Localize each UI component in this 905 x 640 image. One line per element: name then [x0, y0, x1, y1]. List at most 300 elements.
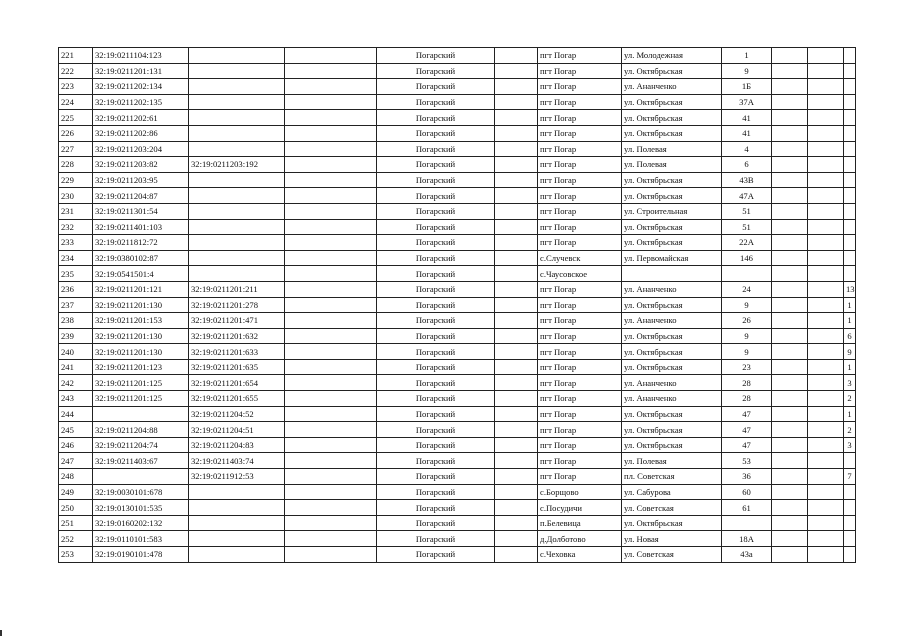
cadastral-number: 32:19:0211203:204	[93, 141, 189, 157]
empty-cell	[808, 453, 844, 469]
settlement-cell: пгт Погар	[538, 63, 622, 79]
empty-cell	[772, 219, 808, 235]
street-cell: ул. Ананченко	[622, 375, 722, 391]
settlement-cell: пгт Погар	[538, 79, 622, 95]
empty-cell	[495, 141, 538, 157]
cadastral-number: 32:19:0211812:72	[93, 235, 189, 251]
table-row	[59, 328, 856, 344]
cadastral-number-2	[189, 484, 285, 500]
house-cell: 47	[722, 422, 772, 438]
empty-cell	[285, 359, 377, 375]
table-row	[59, 531, 856, 547]
empty-cell	[808, 281, 844, 297]
empty-cell	[772, 469, 808, 485]
apartment-cell: 1	[844, 313, 856, 329]
empty-cell	[495, 266, 538, 282]
cadastral-number-2: 32:19:0211201:471	[189, 313, 285, 329]
row-number: 249	[59, 484, 93, 500]
street-cell: ул. Советская	[622, 547, 722, 563]
empty-cell	[495, 500, 538, 516]
registry-table	[58, 47, 856, 563]
house-cell: 43а	[722, 547, 772, 563]
house-cell: 61	[722, 500, 772, 516]
row-number: 248	[59, 469, 93, 485]
empty-cell	[808, 110, 844, 126]
table-row	[59, 79, 856, 95]
empty-cell	[285, 297, 377, 313]
cadastral-number-2	[189, 235, 285, 251]
cadastral-number-2: 32:19:0211204:51	[189, 422, 285, 438]
cadastral-number: 32:19:0211202:135	[93, 94, 189, 110]
row-number: 247	[59, 453, 93, 469]
settlement-cell: пгт Погар	[538, 437, 622, 453]
empty-cell	[495, 484, 538, 500]
district-cell: Погарский	[377, 547, 495, 563]
district-cell: Погарский	[377, 484, 495, 500]
row-number: 224	[59, 94, 93, 110]
empty-cell	[772, 484, 808, 500]
table-row	[59, 547, 856, 563]
row-number: 252	[59, 531, 93, 547]
empty-cell	[772, 94, 808, 110]
table-row	[59, 235, 856, 251]
empty-cell	[495, 79, 538, 95]
row-number: 231	[59, 203, 93, 219]
empty-cell	[772, 313, 808, 329]
district-cell: Погарский	[377, 406, 495, 422]
cadastral-number-2	[189, 500, 285, 516]
cadastral-number-2	[189, 94, 285, 110]
empty-cell	[808, 391, 844, 407]
house-cell: 28	[722, 391, 772, 407]
table-row	[59, 359, 856, 375]
empty-cell	[285, 203, 377, 219]
empty-cell	[285, 219, 377, 235]
empty-cell	[495, 63, 538, 79]
table-row	[59, 344, 856, 360]
settlement-cell: пгт Погар	[538, 110, 622, 126]
district-cell: Погарский	[377, 125, 495, 141]
district-cell: Погарский	[377, 157, 495, 173]
street-cell: ул. Октябрьская	[622, 422, 722, 438]
empty-cell	[772, 515, 808, 531]
cadastral-number-2	[189, 515, 285, 531]
empty-cell	[285, 437, 377, 453]
settlement-cell: пгт Погар	[538, 453, 622, 469]
district-cell: Погарский	[377, 281, 495, 297]
empty-cell	[495, 406, 538, 422]
street-cell: ул. Новая	[622, 531, 722, 547]
settlement-cell: пгт Погар	[538, 94, 622, 110]
street-cell: ул. Ананченко	[622, 281, 722, 297]
empty-cell	[495, 110, 538, 126]
settlement-cell: пгт Погар	[538, 157, 622, 173]
table-row	[59, 297, 856, 313]
row-number: 241	[59, 359, 93, 375]
apartment-cell: 7	[844, 469, 856, 485]
empty-cell	[808, 531, 844, 547]
row-number: 242	[59, 375, 93, 391]
empty-cell	[495, 203, 538, 219]
cadastral-number-2: 32:19:0211204:83	[189, 437, 285, 453]
house-cell: 26	[722, 313, 772, 329]
empty-cell	[772, 453, 808, 469]
street-cell: ул. Советская	[622, 500, 722, 516]
district-cell: Погарский	[377, 453, 495, 469]
cadastral-number: 32:19:0211201:125	[93, 391, 189, 407]
empty-cell	[495, 157, 538, 173]
apartment-cell	[844, 219, 856, 235]
street-cell: ул. Октябрьская	[622, 344, 722, 360]
empty-cell	[285, 281, 377, 297]
district-cell: Погарский	[377, 110, 495, 126]
empty-cell	[285, 313, 377, 329]
empty-cell	[808, 48, 844, 64]
cadastral-number-2	[189, 531, 285, 547]
empty-cell	[808, 313, 844, 329]
district-cell: Погарский	[377, 94, 495, 110]
house-cell: 4	[722, 141, 772, 157]
street-cell: ул. Октябрьская	[622, 110, 722, 126]
cadastral-number-2	[189, 188, 285, 204]
table-row	[59, 63, 856, 79]
street-cell: ул. Ананченко	[622, 313, 722, 329]
district-cell: Погарский	[377, 188, 495, 204]
cadastral-number-2	[189, 48, 285, 64]
table-row	[59, 172, 856, 188]
cadastral-number-2: 32:19:0211912:53	[189, 469, 285, 485]
house-cell: 9	[722, 344, 772, 360]
empty-cell	[495, 453, 538, 469]
settlement-cell: с.Случевск	[538, 250, 622, 266]
row-number: 243	[59, 391, 93, 407]
cadastral-number-2	[189, 250, 285, 266]
district-cell: Погарский	[377, 203, 495, 219]
empty-cell	[808, 157, 844, 173]
empty-cell	[808, 79, 844, 95]
row-number: 253	[59, 547, 93, 563]
cadastral-number-2	[189, 203, 285, 219]
table-row	[59, 406, 856, 422]
cadastral-number: 32:19:0211403:67	[93, 453, 189, 469]
street-cell: ул. Ананченко	[622, 79, 722, 95]
empty-cell	[808, 484, 844, 500]
apartment-cell	[844, 250, 856, 266]
empty-cell	[808, 63, 844, 79]
empty-cell	[285, 515, 377, 531]
district-cell: Погарский	[377, 375, 495, 391]
house-cell: 18А	[722, 531, 772, 547]
house-cell: 47	[722, 437, 772, 453]
table-row	[59, 203, 856, 219]
house-cell: 47	[722, 406, 772, 422]
street-cell: ул. Октябрьская	[622, 406, 722, 422]
settlement-cell: пгт Погар	[538, 297, 622, 313]
empty-cell	[285, 157, 377, 173]
house-cell: 60	[722, 484, 772, 500]
row-number: 227	[59, 141, 93, 157]
house-cell: 47А	[722, 188, 772, 204]
settlement-cell: пгт Погар	[538, 313, 622, 329]
cadastral-number-2	[189, 172, 285, 188]
cadastral-number: 32:19:0211201:130	[93, 344, 189, 360]
cadastral-number: 32:19:0030101:678	[93, 484, 189, 500]
empty-cell	[772, 281, 808, 297]
empty-cell	[285, 469, 377, 485]
empty-cell	[285, 79, 377, 95]
house-cell	[722, 266, 772, 282]
cadastral-number: 32:19:0211202:86	[93, 125, 189, 141]
district-cell: Погарский	[377, 313, 495, 329]
empty-cell	[808, 266, 844, 282]
row-number: 250	[59, 500, 93, 516]
cadastral-number: 32:19:0190101:478	[93, 547, 189, 563]
street-cell: ул. Первомайская	[622, 250, 722, 266]
empty-cell	[285, 375, 377, 391]
street-cell: ул. Полевая	[622, 453, 722, 469]
cadastral-number: 32:19:0211201:121	[93, 281, 189, 297]
apartment-cell	[844, 48, 856, 64]
empty-cell	[808, 375, 844, 391]
empty-cell	[772, 328, 808, 344]
row-number: 234	[59, 250, 93, 266]
cadastral-number: 32:19:0541501:4	[93, 266, 189, 282]
table-row	[59, 48, 856, 64]
empty-cell	[808, 94, 844, 110]
table-row	[59, 157, 856, 173]
street-cell: ул. Молодежная	[622, 48, 722, 64]
empty-cell	[808, 406, 844, 422]
cadastral-number: 32:19:0380102:87	[93, 250, 189, 266]
district-cell: Погарский	[377, 531, 495, 547]
empty-cell	[285, 172, 377, 188]
house-cell: 43В	[722, 172, 772, 188]
cadastral-number-2: 32:19:0211201:633	[189, 344, 285, 360]
settlement-cell: пгт Погар	[538, 235, 622, 251]
empty-cell	[772, 250, 808, 266]
empty-cell	[772, 203, 808, 219]
table-row	[59, 250, 856, 266]
empty-cell	[772, 157, 808, 173]
apartment-cell	[844, 531, 856, 547]
table-row	[59, 110, 856, 126]
empty-cell	[495, 235, 538, 251]
cadastral-number: 32:19:0160202:132	[93, 515, 189, 531]
empty-cell	[808, 219, 844, 235]
empty-cell	[808, 188, 844, 204]
row-number: 225	[59, 110, 93, 126]
empty-cell	[808, 422, 844, 438]
empty-cell	[808, 172, 844, 188]
settlement-cell: пгт Погар	[538, 141, 622, 157]
street-cell: ул. Октябрьская	[622, 188, 722, 204]
empty-cell	[808, 359, 844, 375]
empty-cell	[772, 359, 808, 375]
table-row	[59, 125, 856, 141]
house-cell: 37А	[722, 94, 772, 110]
table-row	[59, 437, 856, 453]
district-cell: Погарский	[377, 79, 495, 95]
settlement-cell: пгт Погар	[538, 422, 622, 438]
row-number: 230	[59, 188, 93, 204]
settlement-cell: пгт Погар	[538, 359, 622, 375]
empty-cell	[495, 219, 538, 235]
empty-cell	[772, 188, 808, 204]
street-cell: ул. Октябрьская	[622, 125, 722, 141]
cadastral-number-2: 32:19:0211201:632	[189, 328, 285, 344]
cadastral-number: 32:19:0211201:125	[93, 375, 189, 391]
street-cell: ул. Полевая	[622, 141, 722, 157]
district-cell: Погарский	[377, 141, 495, 157]
settlement-cell: п.Белевица	[538, 515, 622, 531]
empty-cell	[495, 297, 538, 313]
cadastral-number-2	[189, 547, 285, 563]
district-cell: Погарский	[377, 437, 495, 453]
house-cell: 36	[722, 469, 772, 485]
cadastral-number-2: 32:19:0211203:192	[189, 157, 285, 173]
cadastral-number-2	[189, 79, 285, 95]
street-cell: ул. Октябрьская	[622, 297, 722, 313]
street-cell: ул. Октябрьская	[622, 437, 722, 453]
empty-cell	[808, 141, 844, 157]
apartment-cell: 1	[844, 297, 856, 313]
empty-cell	[285, 250, 377, 266]
apartment-cell	[844, 79, 856, 95]
table-row	[59, 188, 856, 204]
apartment-cell	[844, 63, 856, 79]
table-row	[59, 453, 856, 469]
cadastral-number-2: 32:19:0211201:211	[189, 281, 285, 297]
empty-cell	[772, 375, 808, 391]
empty-cell	[772, 125, 808, 141]
table-row	[59, 422, 856, 438]
empty-cell	[285, 484, 377, 500]
empty-cell	[808, 125, 844, 141]
empty-cell	[772, 422, 808, 438]
apartment-cell: 9	[844, 344, 856, 360]
table-row	[59, 266, 856, 282]
house-cell: 1	[722, 48, 772, 64]
empty-cell	[285, 63, 377, 79]
empty-cell	[285, 141, 377, 157]
apartment-cell	[844, 547, 856, 563]
cadastral-number: 32:19:0211202:134	[93, 79, 189, 95]
empty-cell	[772, 500, 808, 516]
apartment-cell: 3	[844, 437, 856, 453]
empty-cell	[495, 531, 538, 547]
district-cell: Погарский	[377, 48, 495, 64]
empty-cell	[285, 344, 377, 360]
row-number: 245	[59, 422, 93, 438]
cadastral-number: 32:19:0211204:88	[93, 422, 189, 438]
settlement-cell: с.Посудичи	[538, 500, 622, 516]
empty-cell	[808, 235, 844, 251]
cadastral-number: 32:19:0211204:87	[93, 188, 189, 204]
house-cell: 1Б	[722, 79, 772, 95]
empty-cell	[772, 110, 808, 126]
empty-cell	[808, 500, 844, 516]
row-number: 236	[59, 281, 93, 297]
row-number: 235	[59, 266, 93, 282]
empty-cell	[495, 375, 538, 391]
cadastral-number-2: 32:19:0211403:74	[189, 453, 285, 469]
empty-cell	[772, 63, 808, 79]
table-row	[59, 375, 856, 391]
empty-cell	[808, 437, 844, 453]
settlement-cell: пгт Погар	[538, 375, 622, 391]
cadastral-number-2: 32:19:0211201:635	[189, 359, 285, 375]
row-number: 237	[59, 297, 93, 313]
cadastral-number-2	[189, 141, 285, 157]
district-cell: Погарский	[377, 359, 495, 375]
empty-cell	[285, 391, 377, 407]
table-body	[59, 48, 856, 563]
empty-cell	[495, 437, 538, 453]
house-cell: 9	[722, 297, 772, 313]
empty-cell	[808, 469, 844, 485]
table-row	[59, 219, 856, 235]
row-number: 223	[59, 79, 93, 95]
empty-cell	[495, 391, 538, 407]
table-row	[59, 500, 856, 516]
settlement-cell: пгт Погар	[538, 219, 622, 235]
empty-cell	[808, 203, 844, 219]
scan-mark	[0, 630, 2, 636]
empty-cell	[285, 235, 377, 251]
street-cell: ул. Октябрьская	[622, 219, 722, 235]
empty-cell	[808, 297, 844, 313]
table-row	[59, 484, 856, 500]
empty-cell	[495, 172, 538, 188]
district-cell: Погарский	[377, 344, 495, 360]
row-number: 240	[59, 344, 93, 360]
empty-cell	[495, 281, 538, 297]
empty-cell	[285, 110, 377, 126]
empty-cell	[495, 328, 538, 344]
settlement-cell: пгт Погар	[538, 188, 622, 204]
cadastral-number: 32:19:0211401:103	[93, 219, 189, 235]
cadastral-number: 32:19:0211301:54	[93, 203, 189, 219]
district-cell: Погарский	[377, 266, 495, 282]
street-cell: ул. Октябрьская	[622, 515, 722, 531]
empty-cell	[772, 297, 808, 313]
empty-cell	[285, 547, 377, 563]
cadastral-number: 32:19:0130101:535	[93, 500, 189, 516]
row-number: 228	[59, 157, 93, 173]
street-cell: ул. Октябрьская	[622, 63, 722, 79]
empty-cell	[285, 266, 377, 282]
empty-cell	[495, 515, 538, 531]
empty-cell	[285, 453, 377, 469]
apartment-cell	[844, 188, 856, 204]
empty-cell	[772, 48, 808, 64]
street-cell: пл. Советская	[622, 469, 722, 485]
house-cell: 51	[722, 219, 772, 235]
apartment-cell: 1	[844, 359, 856, 375]
empty-cell	[495, 422, 538, 438]
empty-cell	[495, 94, 538, 110]
table-row	[59, 515, 856, 531]
street-cell: ул. Ананченко	[622, 391, 722, 407]
table-row	[59, 391, 856, 407]
row-number: 222	[59, 63, 93, 79]
settlement-cell: пгт Погар	[538, 406, 622, 422]
street-cell: ул. Сабурова	[622, 484, 722, 500]
row-number: 246	[59, 437, 93, 453]
empty-cell	[495, 250, 538, 266]
row-number: 232	[59, 219, 93, 235]
empty-cell	[772, 344, 808, 360]
